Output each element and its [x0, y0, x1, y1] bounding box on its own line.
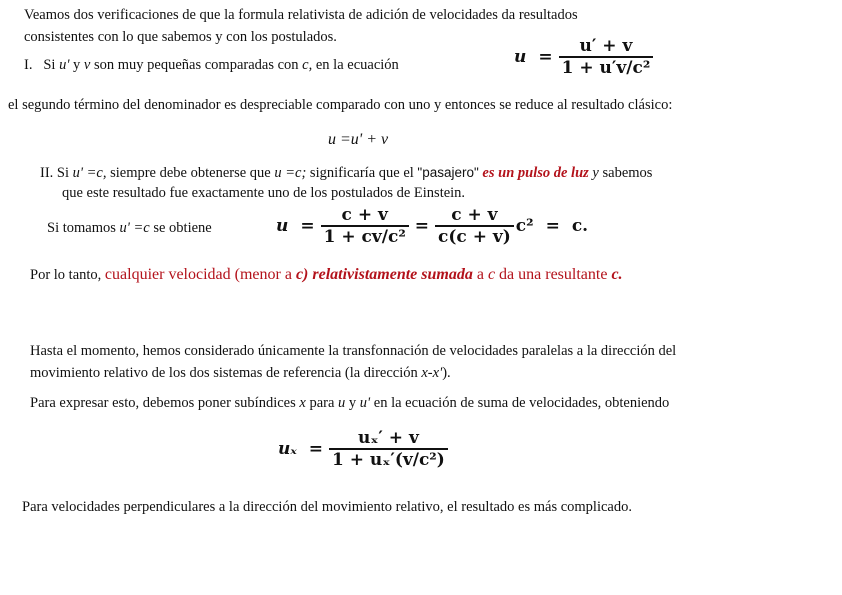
closing-sentence: Para velocidades perpendiculares a la dirección del movimiento relativo, el resultado es más complicado. — [22, 499, 632, 515]
case-1-continuation: el segundo término del denominador es despreciable comparado con uno y entonces se reduce al resultado clásico: — [8, 97, 673, 113]
intro-line-1: Veamos dos verificaciones de que la formula relativista de adición de velocidades da resultados — [24, 7, 578, 23]
case-2-number: II. — [40, 165, 54, 181]
case-2-line-2: que este resultado fue exactamente uno de los postulados de Einstein. — [62, 185, 466, 201]
intro-line-2: consistentes con lo que sabemos y con los postulados. — [24, 29, 337, 45]
equation-fraction: $\frac{u' + v}{\text{1 + u′v/c²}}$ — [559, 36, 654, 78]
case-2b-text: Si tomamos u' =c se obtiene — [47, 220, 212, 236]
case-2-text: II. Si u' =c, siempre debe obtenerse que u =c; significaría que el "pasajero" es un pulso de luz y sabemos — [40, 165, 653, 181]
para-2-line-1: Hasta el momento, hemos considerado únicamente la transfonnación de velocidades paralelas a la dirección del — [30, 343, 677, 359]
classical-result: u =u' + v — [328, 131, 389, 148]
light-speed-equation: u = $\frac{c + v}{\text{1 + cv/c²}}$ = $\frac{c + v}{c(c + v)}$ c² = c. — [276, 205, 589, 247]
case-1-text: I. Si u' y v son muy pequeñas comparadas con c, en la ecuación — [24, 57, 399, 73]
conclusion: Por lo tanto, cualquier velocidad (menor a c) relativistamente sumada a c da una resultante c. — [30, 266, 623, 283]
case-1-number: I. — [24, 57, 33, 73]
para-2-line-3: Para expresar esto, debemos poner subíndices x para u y u' en la ecuación de suma de velocidades, obteniendo — [30, 395, 670, 411]
velocity-addition-equation: u = $\frac{u' + v}{\text{1 + u′v/c²}}$ — [508, 36, 653, 78]
para-2-line-2: movimiento relativo de los dos sistemas de referencia (la dirección x-x'). — [30, 365, 451, 381]
light-pulse-highlight: es un pulso de luz — [478, 165, 589, 181]
x-component-equation: uₓ = $\frac{\text{uₓ′ + v}}{\text{1 + uₓ′(v/c²)}}$ — [272, 428, 448, 470]
